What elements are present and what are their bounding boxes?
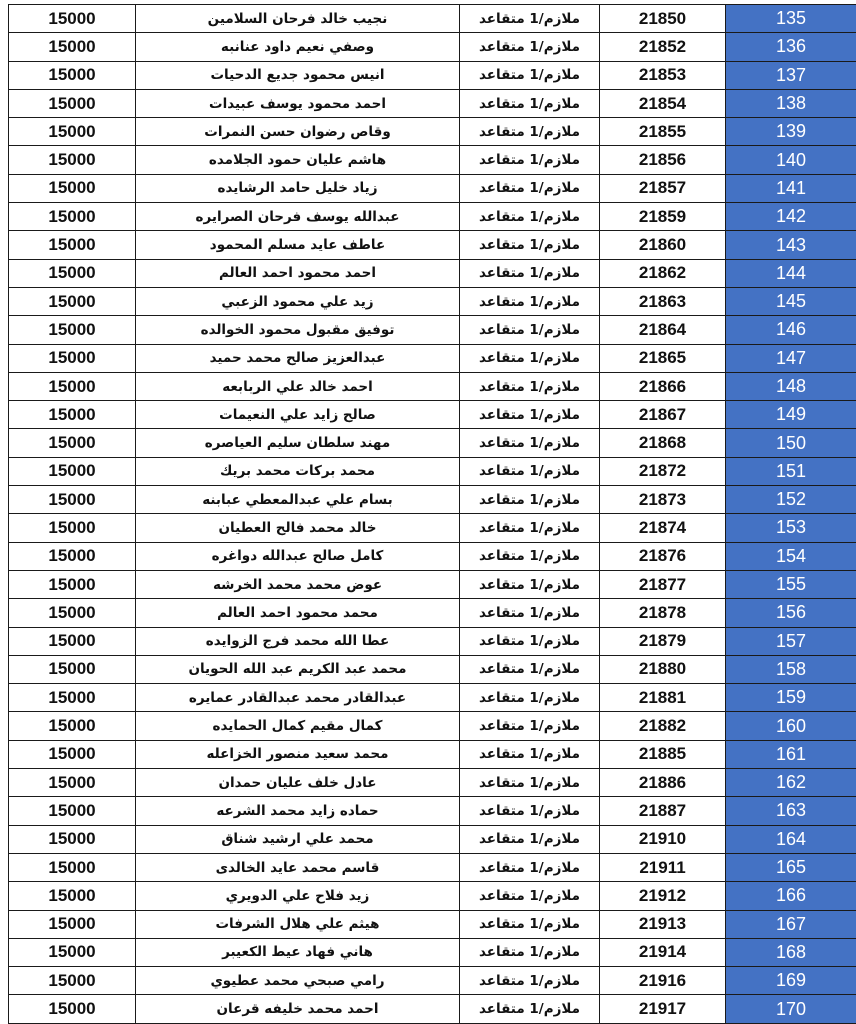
table-row: [9, 797, 856, 825]
name-cell: هاشم عليان حمود الجلامده: [136, 146, 460, 174]
rank-cell: ملازم/1 متقاعد: [460, 570, 600, 598]
name-cell: نجيب خالد فرحان السلامين: [136, 5, 460, 33]
military-number-cell: 21876: [600, 542, 726, 570]
sequence-cell: 137: [726, 61, 856, 89]
table-row: [9, 599, 856, 627]
military-number-cell: 21914: [600, 938, 726, 966]
sequence-cell: 163: [726, 797, 856, 825]
amount-cell: 15000: [9, 33, 136, 61]
amount-cell: 15000: [9, 740, 136, 768]
rank-cell: ملازم/1 متقاعد: [460, 712, 600, 740]
roster-sheet: [8, 4, 851, 1024]
rank-cell: ملازم/1 متقاعد: [460, 938, 600, 966]
amount-cell: 15000: [9, 344, 136, 372]
rank-cell: ملازم/1 متقاعد: [460, 259, 600, 287]
military-number-cell: 21911: [600, 853, 726, 881]
rank-cell: ملازم/1 متقاعد: [460, 316, 600, 344]
military-number-cell: 21910: [600, 825, 726, 853]
military-number-cell: 21874: [600, 514, 726, 542]
rank-cell: ملازم/1 متقاعد: [460, 118, 600, 146]
table-row: [9, 174, 856, 202]
amount-cell: 15000: [9, 797, 136, 825]
table-row: [9, 316, 856, 344]
name-cell: كمال مقيم كمال الحمايده: [136, 712, 460, 740]
rank-cell: ملازم/1 متقاعد: [460, 401, 600, 429]
amount-cell: 15000: [9, 174, 136, 202]
amount-cell: 15000: [9, 372, 136, 400]
sequence-cell: 142: [726, 203, 856, 231]
name-cell: انيس محمود جديع الدحيات: [136, 61, 460, 89]
table-row: [9, 203, 856, 231]
rank-cell: ملازم/1 متقاعد: [460, 457, 600, 485]
name-cell: احمد محمود احمد العالم: [136, 259, 460, 287]
amount-cell: 15000: [9, 599, 136, 627]
military-number-cell: 21859: [600, 203, 726, 231]
military-number-cell: 21880: [600, 655, 726, 683]
rank-cell: ملازم/1 متقاعد: [460, 89, 600, 117]
sequence-cell: 160: [726, 712, 856, 740]
sequence-cell: 156: [726, 599, 856, 627]
amount-cell: 15000: [9, 118, 136, 146]
amount-cell: 15000: [9, 457, 136, 485]
table-row: [9, 655, 856, 683]
amount-cell: 15000: [9, 316, 136, 344]
amount-cell: 15000: [9, 542, 136, 570]
table-row: [9, 769, 856, 797]
military-number-cell: 21912: [600, 882, 726, 910]
amount-cell: 15000: [9, 769, 136, 797]
name-cell: عادل خلف عليان حمدان: [136, 769, 460, 797]
table-body: [9, 5, 856, 1024]
military-number-cell: 21850: [600, 5, 726, 33]
name-cell: هاني فهاد عيط الكعيبر: [136, 938, 460, 966]
table-row: [9, 853, 856, 881]
rank-cell: ملازم/1 متقاعد: [460, 655, 600, 683]
sequence-cell: 165: [726, 853, 856, 881]
name-cell: بسام علي عبدالمعطي عبابنه: [136, 486, 460, 514]
name-cell: كامل صالح عبدالله دواغره: [136, 542, 460, 570]
sequence-cell: 147: [726, 344, 856, 372]
name-cell: عبدالله يوسف فرحان الصرايره: [136, 203, 460, 231]
name-cell: عطا الله محمد فرج الزوايده: [136, 627, 460, 655]
military-number-cell: 21860: [600, 231, 726, 259]
rank-cell: ملازم/1 متقاعد: [460, 882, 600, 910]
name-cell: وصفي نعيم داود عنانبه: [136, 33, 460, 61]
amount-cell: 15000: [9, 995, 136, 1023]
amount-cell: 15000: [9, 684, 136, 712]
rank-cell: ملازم/1 متقاعد: [460, 599, 600, 627]
military-number-cell: 21882: [600, 712, 726, 740]
table-row: [9, 910, 856, 938]
table-row: [9, 429, 856, 457]
name-cell: خالد محمد فالح العطيان: [136, 514, 460, 542]
name-cell: زياد خليل حامد الرشايده: [136, 174, 460, 202]
name-cell: زيد علي محمود الزعبي: [136, 287, 460, 315]
military-number-cell: 21872: [600, 457, 726, 485]
amount-cell: 15000: [9, 401, 136, 429]
sequence-cell: 158: [726, 655, 856, 683]
amount-cell: 15000: [9, 486, 136, 514]
table-row: [9, 344, 856, 372]
table-row: [9, 33, 856, 61]
military-number-cell: 21879: [600, 627, 726, 655]
name-cell: عوض محمد محمد الخرشه: [136, 570, 460, 598]
military-number-cell: 21868: [600, 429, 726, 457]
military-number-cell: 21866: [600, 372, 726, 400]
sequence-cell: 168: [726, 938, 856, 966]
amount-cell: 15000: [9, 61, 136, 89]
military-number-cell: 21867: [600, 401, 726, 429]
military-number-cell: 21857: [600, 174, 726, 202]
sequence-cell: 159: [726, 684, 856, 712]
military-number-cell: 21863: [600, 287, 726, 315]
sequence-cell: 150: [726, 429, 856, 457]
sequence-cell: 153: [726, 514, 856, 542]
table-row: [9, 712, 856, 740]
sequence-cell: 154: [726, 542, 856, 570]
rank-cell: ملازم/1 متقاعد: [460, 146, 600, 174]
sequence-cell: 138: [726, 89, 856, 117]
sequence-cell: 139: [726, 118, 856, 146]
amount-cell: 15000: [9, 259, 136, 287]
military-number-cell: 21856: [600, 146, 726, 174]
amount-cell: 15000: [9, 938, 136, 966]
sequence-cell: 162: [726, 769, 856, 797]
amount-cell: 15000: [9, 429, 136, 457]
sequence-cell: 161: [726, 740, 856, 768]
amount-cell: 15000: [9, 514, 136, 542]
rank-cell: ملازم/1 متقاعد: [460, 33, 600, 61]
amount-cell: 15000: [9, 203, 136, 231]
table-row: [9, 287, 856, 315]
table-row: [9, 995, 856, 1023]
rank-cell: ملازم/1 متقاعد: [460, 995, 600, 1023]
military-number-cell: 21873: [600, 486, 726, 514]
sequence-cell: 145: [726, 287, 856, 315]
amount-cell: 15000: [9, 967, 136, 995]
amount-cell: 15000: [9, 712, 136, 740]
rank-cell: ملازم/1 متقاعد: [460, 61, 600, 89]
name-cell: احمد محمد خليفه قرعان: [136, 995, 460, 1023]
table-row: [9, 372, 856, 400]
name-cell: قاسم محمد عايد الخالدى: [136, 853, 460, 881]
rank-cell: ملازم/1 متقاعد: [460, 542, 600, 570]
military-number-cell: 21881: [600, 684, 726, 712]
table-row: [9, 401, 856, 429]
military-number-cell: 21865: [600, 344, 726, 372]
sequence-cell: 144: [726, 259, 856, 287]
name-cell: وقاص رضوان حسن النمرات: [136, 118, 460, 146]
sequence-cell: 136: [726, 33, 856, 61]
name-cell: رامي صبحي محمد عطيوي: [136, 967, 460, 995]
amount-cell: 15000: [9, 882, 136, 910]
table-row: [9, 146, 856, 174]
name-cell: زيد فلاح علي الدويري: [136, 882, 460, 910]
amount-cell: 15000: [9, 655, 136, 683]
table-row: [9, 684, 856, 712]
amount-cell: 15000: [9, 287, 136, 315]
sequence-cell: 149: [726, 401, 856, 429]
rank-cell: ملازم/1 متقاعد: [460, 429, 600, 457]
amount-cell: 15000: [9, 627, 136, 655]
table-row: [9, 61, 856, 89]
military-number-cell: 21878: [600, 599, 726, 627]
military-number-cell: 21917: [600, 995, 726, 1023]
sequence-cell: 157: [726, 627, 856, 655]
rank-cell: ملازم/1 متقاعد: [460, 627, 600, 655]
sequence-cell: 141: [726, 174, 856, 202]
amount-cell: 15000: [9, 146, 136, 174]
rank-cell: ملازم/1 متقاعد: [460, 769, 600, 797]
rank-cell: ملازم/1 متقاعد: [460, 231, 600, 259]
name-cell: مهند سلطان سليم العياصره: [136, 429, 460, 457]
amount-cell: 15000: [9, 5, 136, 33]
military-number-cell: 21916: [600, 967, 726, 995]
table-row: [9, 542, 856, 570]
rank-cell: ملازم/1 متقاعد: [460, 372, 600, 400]
amount-cell: 15000: [9, 825, 136, 853]
table-row: [9, 118, 856, 146]
rank-cell: ملازم/1 متقاعد: [460, 287, 600, 315]
amount-cell: 15000: [9, 853, 136, 881]
name-cell: عاطف عايد مسلم المحمود: [136, 231, 460, 259]
military-number-cell: 21864: [600, 316, 726, 344]
military-number-cell: 21913: [600, 910, 726, 938]
sequence-cell: 169: [726, 967, 856, 995]
sequence-cell: 151: [726, 457, 856, 485]
name-cell: هيثم علي هلال الشرفات: [136, 910, 460, 938]
table-row: [9, 882, 856, 910]
military-number-cell: 21885: [600, 740, 726, 768]
table-row: [9, 259, 856, 287]
name-cell: محمد بركات محمد بريك: [136, 457, 460, 485]
military-number-cell: 21886: [600, 769, 726, 797]
table-row: [9, 570, 856, 598]
name-cell: محمد محمود احمد العالم: [136, 599, 460, 627]
sequence-cell: 152: [726, 486, 856, 514]
table-row: [9, 627, 856, 655]
name-cell: احمد خالد علي الربابعه: [136, 372, 460, 400]
table-row: [9, 514, 856, 542]
military-number-cell: 21853: [600, 61, 726, 89]
sequence-cell: 164: [726, 825, 856, 853]
rank-cell: ملازم/1 متقاعد: [460, 174, 600, 202]
military-number-cell: 21852: [600, 33, 726, 61]
sequence-cell: 170: [726, 995, 856, 1023]
retirees-table: [8, 4, 856, 1024]
table-row: [9, 89, 856, 117]
rank-cell: ملازم/1 متقاعد: [460, 967, 600, 995]
sequence-cell: 135: [726, 5, 856, 33]
table-row: [9, 5, 856, 33]
name-cell: صالح زايد علي النعيمات: [136, 401, 460, 429]
name-cell: محمد سعيد منصور الخزاعله: [136, 740, 460, 768]
rank-cell: ملازم/1 متقاعد: [460, 910, 600, 938]
table-row: [9, 938, 856, 966]
military-number-cell: 21854: [600, 89, 726, 117]
sequence-cell: 166: [726, 882, 856, 910]
rank-cell: ملازم/1 متقاعد: [460, 684, 600, 712]
rank-cell: ملازم/1 متقاعد: [460, 5, 600, 33]
name-cell: حماده زايد محمد الشرعه: [136, 797, 460, 825]
name-cell: محمد عبد الكريم عبد الله الحويان: [136, 655, 460, 683]
name-cell: توفيق مقبول محمود الخوالده: [136, 316, 460, 344]
sequence-cell: 146: [726, 316, 856, 344]
table-row: [9, 457, 856, 485]
amount-cell: 15000: [9, 89, 136, 117]
rank-cell: ملازم/1 متقاعد: [460, 486, 600, 514]
table-row: [9, 740, 856, 768]
rank-cell: ملازم/1 متقاعد: [460, 344, 600, 372]
military-number-cell: 21855: [600, 118, 726, 146]
rank-cell: ملازم/1 متقاعد: [460, 853, 600, 881]
sequence-cell: 140: [726, 146, 856, 174]
rank-cell: ملازم/1 متقاعد: [460, 797, 600, 825]
table-row: [9, 486, 856, 514]
table-row: [9, 825, 856, 853]
military-number-cell: 21862: [600, 259, 726, 287]
amount-cell: 15000: [9, 231, 136, 259]
amount-cell: 15000: [9, 910, 136, 938]
name-cell: عبدالعزيز صالح محمد حميد: [136, 344, 460, 372]
name-cell: عبدالقادر محمد عبدالقادر عمايره: [136, 684, 460, 712]
military-number-cell: 21887: [600, 797, 726, 825]
name-cell: احمد محمود يوسف عبيدات: [136, 89, 460, 117]
rank-cell: ملازم/1 متقاعد: [460, 203, 600, 231]
rank-cell: ملازم/1 متقاعد: [460, 514, 600, 542]
military-number-cell: 21877: [600, 570, 726, 598]
rank-cell: ملازم/1 متقاعد: [460, 825, 600, 853]
sequence-cell: 148: [726, 372, 856, 400]
table-row: [9, 231, 856, 259]
sequence-cell: 143: [726, 231, 856, 259]
name-cell: محمد علي ارشيد شناق: [136, 825, 460, 853]
rank-cell: ملازم/1 متقاعد: [460, 740, 600, 768]
table-row: [9, 967, 856, 995]
amount-cell: 15000: [9, 570, 136, 598]
sequence-cell: 167: [726, 910, 856, 938]
sequence-cell: 155: [726, 570, 856, 598]
